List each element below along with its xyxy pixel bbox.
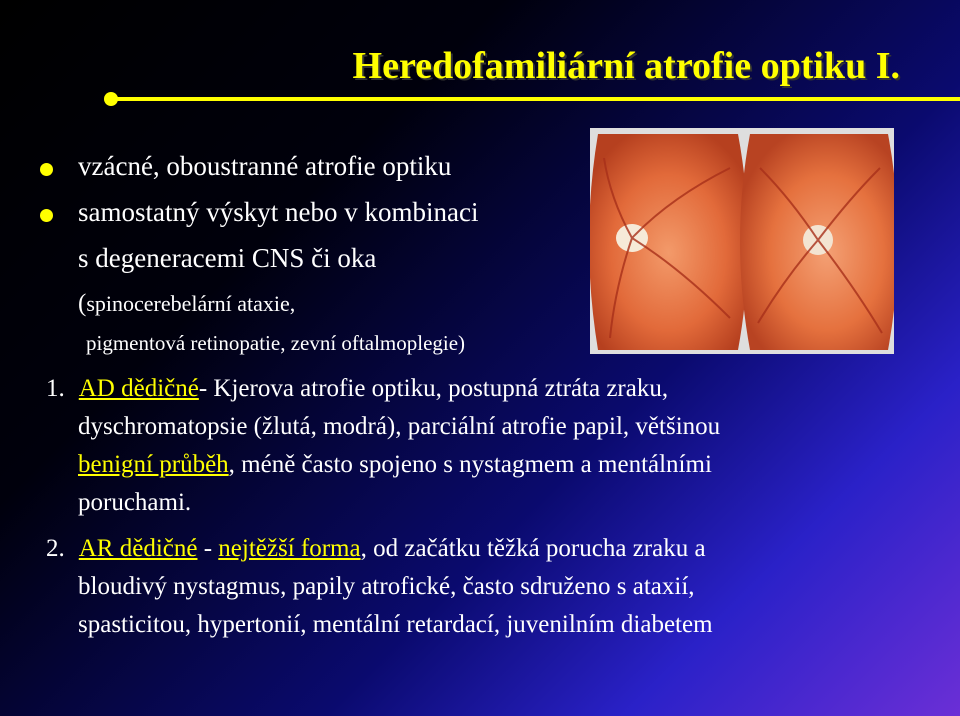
para1-rest1: - Kjerova atrofie optiku, postupná ztráta zraku,	[198, 375, 669, 402]
para1-line4: poruchami.	[78, 489, 192, 516]
paren-open: (	[78, 290, 87, 317]
para2-line1	[46, 530, 706, 568]
left-fundus	[590, 134, 748, 350]
para1-rest3: , méně často spojeno s nystagmem a mentálními	[228, 451, 712, 478]
para1-number: 1.	[46, 375, 65, 402]
bullet-text: samostatný výskyt nebo v kombinaci	[78, 197, 479, 227]
bullet-dot	[40, 209, 53, 222]
para2-line2: bloudivý nystagmus, papily atrofické, často sdruženo s ataxií,	[78, 573, 695, 600]
para1-highlight: benigní průběh	[78, 451, 229, 478]
fundus-photo	[590, 128, 894, 354]
title-underline	[112, 97, 960, 101]
bullet-dot	[40, 163, 53, 176]
paren-text-1: spinocerebelární ataxie,	[86, 291, 296, 316]
continuation-line: s degeneracemi CNS či oka	[78, 243, 377, 273]
para1-line3	[78, 446, 712, 484]
slide-title: Heredofamiliární atrofie optiku I.	[352, 45, 900, 87]
paren-line-2: pigmentová retinopatie, zevní oftalmoplegie)	[86, 331, 466, 355]
fundus-image	[590, 128, 894, 354]
bullet-text: vzácné, oboustranné atrofie optiku	[78, 151, 452, 181]
para2-highlight: nejtěžší forma	[218, 535, 361, 562]
para2-line3: spasticitou, hypertonií, mentální retardací, juvenilním diabetem	[78, 611, 713, 638]
para2-label: AR dědičné	[78, 535, 198, 562]
para1-label: AD dědičné	[78, 375, 199, 402]
para1-line1	[46, 370, 668, 408]
para2-rest1: , od začátku těžká porucha zraku a	[360, 535, 706, 562]
paren-line-1	[78, 290, 295, 318]
para2-number: 2.	[46, 535, 65, 562]
para2-dash: -	[197, 535, 219, 562]
para1-line2: dyschromatopsie (žlutá, modrá), parciální atrofie papil, většinou	[78, 413, 721, 440]
